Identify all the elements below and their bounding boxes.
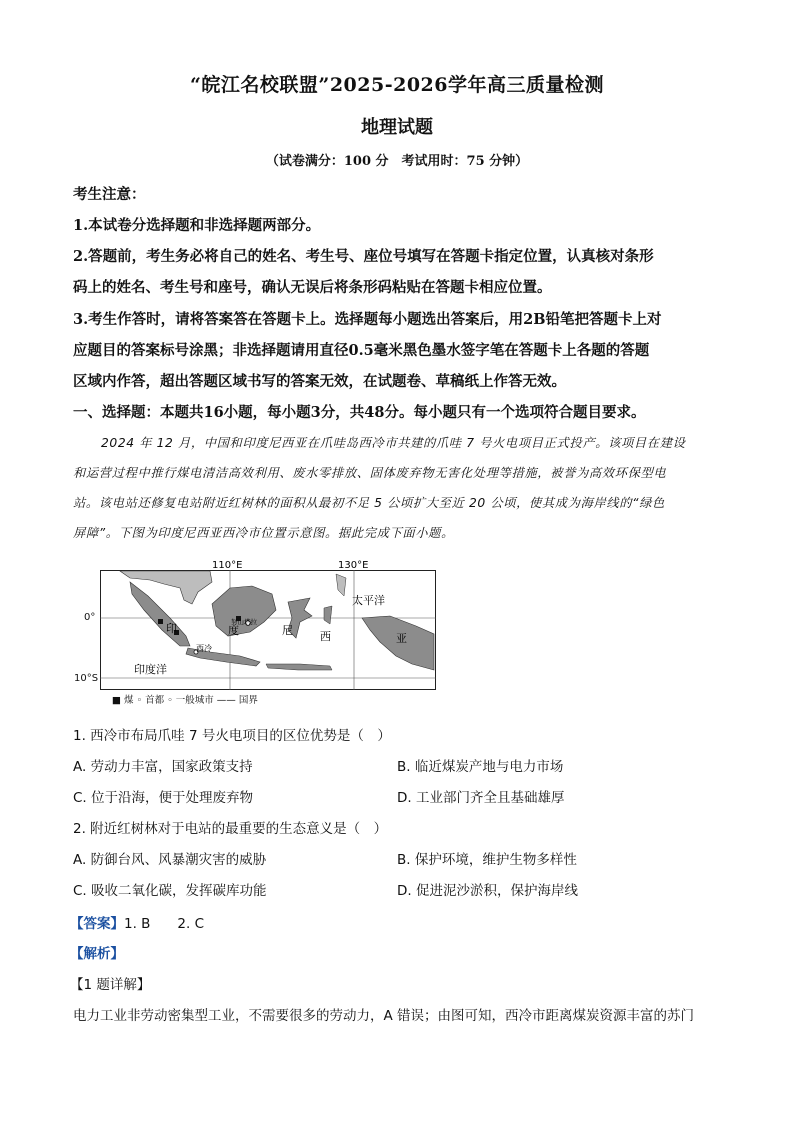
nusantara-label: 努山塔拉: [231, 618, 257, 626]
notice-heading: 考生注意：: [73, 186, 146, 203]
lat-label: 0°: [84, 612, 96, 623]
notice-item: 3.考生作答时，请将答案答在答题卡上。选择题每小题选出答案后，用2B铅笔把答题卡上对: [73, 311, 662, 328]
lon-label: 130°E: [338, 560, 369, 571]
question-stem: 1. 西冷市布局爪哇 7 号火电项目的区位优势是（ ）: [73, 728, 391, 744]
passage: [73, 428, 723, 548]
country-label-char: 西: [320, 630, 331, 643]
question-stem: 2. 附近红树林对于电站的最重要的生态意义是（ ）: [73, 821, 388, 837]
answer-values: 1. B 2. C: [124, 916, 205, 932]
indian-ocean-label: 印度洋: [134, 663, 167, 676]
notice-item: 2.答题前，考生务必将自己的姓名、考生号、座位号填写在答题卡指定位置，认真核对条形: [73, 248, 654, 265]
notice-item: 区域内作答，超出答题区域书写的答案无效，在试题卷、草稿纸上作答无效。: [73, 373, 566, 390]
passage-line: 2024 年 12 月，中国和印度尼西亚在爪哇岛西冷市共建的爪哇 7 号火电项目正式投产。该项目在建设: [101, 436, 686, 450]
option-d: D. 促进泥沙淤积，保护海岸线: [397, 883, 578, 899]
exam-title: “皖江名校联盟”2025-2026学年高三质量检测: [189, 74, 604, 96]
option-b: B. 保护环境，维护生物多样性: [397, 852, 577, 868]
subject-title: 地理试题: [361, 117, 433, 138]
map-legend: ■ 煤 ◦ 首都 ◦ 一般城市 —— 国界: [112, 695, 258, 706]
detail-label: 【1 题详解】: [70, 977, 151, 993]
analysis-label: 【解析】: [70, 946, 124, 962]
passage-line: 站。该电站还修复电站附近红树林的面积从最初不足 5 公顷扩大至近 20 公顷，使其成为海岸线的“绿色: [73, 496, 665, 510]
country-label-char: 尼: [282, 624, 293, 637]
notice-item: 码上的姓名、考生号和座号，确认无误后将条形码粘贴在答题卡相应位置。: [73, 279, 552, 296]
detail-text: 电力工业非劳动密集型工业，不需要很多的劳动力，A 错误；由图可知，西冷市距离煤炭资源丰富的苏门: [73, 1008, 695, 1024]
option-d: D. 工业部门齐全且基础雄厚: [397, 790, 565, 806]
answer-line: [70, 912, 204, 932]
option-c: C. 吸收二氧化碳，发挥碳库功能: [73, 883, 267, 899]
pacific-label: 太平洋: [352, 594, 385, 607]
passage-line: 屏障”。下图为印度尼西亚西冷市位置示意图。据此完成下面小题。: [73, 526, 454, 540]
notice-item: 1.本试卷分选择题和非选择题两部分。: [73, 217, 321, 234]
exam-info: （试卷满分：100 分 考试用时：75 分钟）: [265, 154, 529, 169]
answer-label: 【答案】: [70, 916, 124, 932]
section-heading: 一、选择题：本题共16小题，每小题3分，共48分。每小题只有一个选项符合题目要求。: [73, 404, 646, 421]
option-b: B. 临近煤炭产地与电力市场: [397, 759, 564, 775]
notice-item: 应题目的答案标号涂黑；非选择题请用直径0.5毫米黑色墨水签字笔在答题卡上各题的答题: [73, 342, 650, 359]
coal-symbol: [158, 619, 163, 624]
option-c: C. 位于沿海，便于处理废弃物: [73, 790, 254, 806]
country-label-char: 度: [228, 624, 239, 637]
option-a: A. 防御台风、风暴潮灾害的威胁: [73, 852, 267, 868]
passage-line: 和运营过程中推行煤电清洁高效利用、废水零排放、固体废弃物无害化处理等措施，被誉为高效环保型电: [73, 466, 667, 480]
country-label-char: 印: [166, 622, 177, 635]
serang-label: 西冷: [196, 644, 212, 653]
option-a: A. 劳动力丰富，国家政策支持: [73, 759, 253, 775]
lat-label: 10°S: [74, 673, 99, 684]
lon-label: 110°E: [212, 560, 243, 571]
indonesia-location-map: [100, 560, 436, 690]
country-label-char: 亚: [396, 632, 407, 645]
